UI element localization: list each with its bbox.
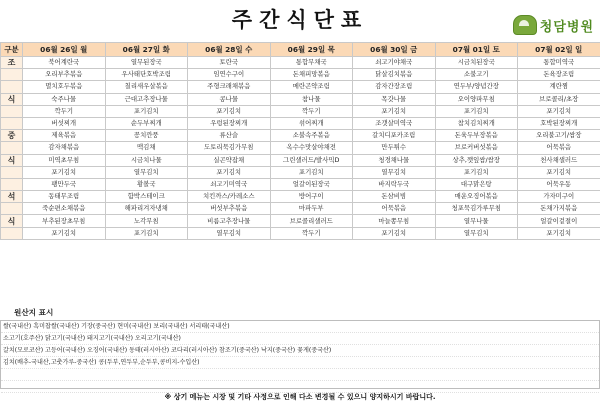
meal-label bbox=[1, 166, 23, 178]
meal-label: 식 bbox=[1, 154, 23, 166]
menu-row bbox=[1, 178, 600, 190]
page-title: 주간식단표 bbox=[231, 8, 369, 32]
menu-item: 순두부찌개 bbox=[105, 117, 188, 129]
menu-item: 부추된장초무침 bbox=[23, 215, 106, 227]
origin-box bbox=[0, 320, 600, 389]
menu-item: 시금치된장국 bbox=[435, 57, 518, 69]
menu-item: 북어계란국 bbox=[23, 57, 106, 69]
header-day: 06월 26일 월 bbox=[23, 43, 106, 57]
menu-item: 포기김치 bbox=[435, 166, 518, 178]
menu-item: 돈육장조림 bbox=[518, 69, 600, 81]
origin-section bbox=[0, 307, 600, 389]
meal-label: 석 bbox=[1, 191, 23, 203]
menu-item: 호박된장찌개 bbox=[518, 117, 600, 129]
hospital-logo bbox=[513, 15, 594, 35]
origin-line bbox=[1, 369, 599, 381]
menu-item: 열무김치 bbox=[105, 166, 188, 178]
menu-item: 얼갈이겉절이 bbox=[518, 215, 600, 227]
menu-row bbox=[1, 154, 600, 166]
menu-item: 포기김치 bbox=[518, 105, 600, 117]
menu-row bbox=[1, 117, 600, 129]
menu-item: 열무김치 bbox=[435, 227, 518, 239]
menu-row bbox=[1, 227, 600, 239]
menu-item: 메란곤약조림 bbox=[270, 81, 353, 93]
menu-item: 팽만두국 bbox=[23, 178, 106, 190]
menu-item: 감자채볶음 bbox=[23, 142, 106, 154]
meal-label bbox=[1, 69, 23, 81]
menu-item: 깍두기 bbox=[270, 227, 353, 239]
menu-item: 도토리묵김가무침 bbox=[188, 142, 271, 154]
menu-item: 매운오징어볶음 bbox=[435, 191, 518, 203]
menu-item: 오리불고기/쌈장 bbox=[518, 130, 600, 142]
menu-item: 소불고기 bbox=[435, 69, 518, 81]
menu-item: 브로콜리샐러드 bbox=[270, 215, 353, 227]
menu-item: 통합미역국 bbox=[518, 57, 600, 69]
meal-label: 중 bbox=[1, 130, 23, 142]
origin-line: 소고기(호주산) 닭고기(국내산) 돼지고기(국내산) 오리고기(국내산) bbox=[1, 333, 599, 345]
notice-text: ※ 상기 메뉴는 시장 및 기타 사정으로 인해 다소 변경될 수 있으니 양지하시기 바랍니다. bbox=[164, 393, 436, 401]
menu-item: 제육볶음 bbox=[23, 130, 106, 142]
meal-label bbox=[1, 178, 23, 190]
menu-row bbox=[1, 105, 600, 117]
menu-item: 돈육두부장볶음 bbox=[435, 130, 518, 142]
menu-item: 참치김치찌개 bbox=[435, 117, 518, 129]
menu-item: 시금치나물 bbox=[105, 154, 188, 166]
menu-item: 가자미구이 bbox=[518, 191, 600, 203]
menu-row bbox=[1, 130, 600, 142]
menu-item: 브로커버섯볶음 bbox=[435, 142, 518, 154]
menu-item: 포기김치 bbox=[188, 166, 271, 178]
meal-label: 조 bbox=[1, 57, 23, 69]
menu-row bbox=[1, 57, 600, 69]
menu-item: 참나물 bbox=[270, 93, 353, 105]
menu-item: 포기김치 bbox=[188, 105, 271, 117]
menu-item: 통합무채국 bbox=[270, 57, 353, 69]
meal-label bbox=[1, 117, 23, 129]
menu-item: 연두부/양념간장 bbox=[435, 81, 518, 93]
menu-table bbox=[0, 42, 600, 240]
menu-item: 포기김치 bbox=[435, 105, 518, 117]
menu-item: 마늘쫑무침 bbox=[353, 215, 436, 227]
menu-item: 계란찜 bbox=[518, 81, 600, 93]
meal-label bbox=[1, 203, 23, 215]
menu-row bbox=[1, 191, 600, 203]
menu-item: 목갓나물 bbox=[353, 93, 436, 105]
menu-item: 황볼국 bbox=[105, 178, 188, 190]
menu-item: 옥수수맛살야채전 bbox=[270, 142, 353, 154]
menu-item: 포기김치 bbox=[353, 105, 436, 117]
leaf-logo-icon bbox=[513, 15, 537, 35]
origin-line: 갈치(모로코산) 고등어(국내산) 오징어(국내산) 동태(러시아산) 코다리(러시아산) 참조기(중국산) 낙지(중국산) 꽃게(중국산) bbox=[1, 345, 599, 357]
menu-item: 만두튀수 bbox=[353, 142, 436, 154]
origin-title: 원산지 표시 bbox=[14, 308, 54, 317]
menu-item: 감자간장조림 bbox=[353, 81, 436, 93]
menu-item: 얼갈이된장국 bbox=[270, 178, 353, 190]
menu-item: 돈삼비빔 bbox=[353, 191, 436, 203]
menu-item: 포기김치 bbox=[23, 166, 106, 178]
menu-item: 맥김채 bbox=[105, 142, 188, 154]
menu-item: 꽁치깐풍 bbox=[105, 130, 188, 142]
menu-item: 죽순편소채볶음 bbox=[23, 203, 106, 215]
header-day: 06월 27일 화 bbox=[105, 43, 188, 57]
menu-item: 함박스테이크 bbox=[105, 191, 188, 203]
menu-item: 노각무침 bbox=[105, 215, 188, 227]
menu-item: 깍두기 bbox=[270, 105, 353, 117]
menu-header-row bbox=[1, 43, 600, 57]
menu-item: 브로콜리/초장 bbox=[518, 93, 600, 105]
menu-item: 실곤약잡채 bbox=[188, 154, 271, 166]
menu-item: 칠리새우살볶음 bbox=[105, 81, 188, 93]
menu-item: 열무김치 bbox=[188, 227, 271, 239]
menu-item: 포기김치 bbox=[518, 227, 600, 239]
menu-row bbox=[1, 93, 600, 105]
menu-item: 버섯찌개 bbox=[23, 117, 106, 129]
menu-item: 갈치디포카조림 bbox=[353, 130, 436, 142]
meal-label: 식 bbox=[1, 215, 23, 227]
menu-row bbox=[1, 203, 600, 215]
origin-line: 김치(배추-국내산,고춧가루-중국산) 콩(두부,연두부,순두부,콩비지-수입산) bbox=[1, 357, 599, 369]
menu-row bbox=[1, 166, 600, 178]
menu-item: 청경채나물 bbox=[353, 154, 436, 166]
meal-label bbox=[1, 105, 23, 117]
header-day: 07월 02일 일 bbox=[518, 43, 600, 57]
hospital-name: 청담병원 bbox=[539, 19, 594, 35]
menu-item: 조갯살미역국 bbox=[353, 117, 436, 129]
meal-label bbox=[1, 81, 23, 93]
menu-body bbox=[1, 57, 600, 240]
menu-item: 천사채샐러드 bbox=[518, 154, 600, 166]
menu-item: 포기김치 bbox=[105, 227, 188, 239]
menu-item: 어묵볶음 bbox=[353, 203, 436, 215]
menu-item: 콩나물 bbox=[188, 93, 271, 105]
menu-item: 마파두부 bbox=[270, 203, 353, 215]
menu-item: 섞어찌개 bbox=[270, 117, 353, 129]
menu-item: 숙주나물 bbox=[23, 93, 106, 105]
menu-item: 버섯부추볶음 bbox=[188, 203, 271, 215]
menu-row bbox=[1, 142, 600, 154]
menu-item: 그린샐러드/발사믹D bbox=[270, 154, 353, 166]
header-day: 06월 29일 목 bbox=[270, 43, 353, 57]
meal-label bbox=[1, 227, 23, 239]
menu-item: 우렁된장찌개 bbox=[188, 117, 271, 129]
menu-item: 포기김치 bbox=[353, 227, 436, 239]
menu-item: 주형크래채볶음 bbox=[188, 81, 271, 93]
menu-item: 임연수구이 bbox=[188, 69, 271, 81]
menu-item: 류산슬 bbox=[188, 130, 271, 142]
menu-item: 쇠고기야채국 bbox=[353, 57, 436, 69]
menu-item: 오리부추볶음 bbox=[23, 69, 106, 81]
menu-item: 치킨까스/카레소스 bbox=[188, 191, 271, 203]
menu-item: 포기김치 bbox=[518, 166, 600, 178]
menu-item: 방어구이 bbox=[270, 191, 353, 203]
menu-item: 열무김치 bbox=[353, 166, 436, 178]
menu-item: 어묵볶음 bbox=[518, 142, 600, 154]
menu-item: 바지락두국 bbox=[353, 178, 436, 190]
menu-item: 비름고추장나물 bbox=[188, 215, 271, 227]
menu-item: 멸치호두볶음 bbox=[23, 81, 106, 93]
menu-item: 어묵우동 bbox=[518, 178, 600, 190]
menu-item: 닭살김치볶음 bbox=[353, 69, 436, 81]
menu-item: 돈채피망볶음 bbox=[270, 69, 353, 81]
menu-item: 포기김치 bbox=[23, 227, 106, 239]
header-day: 06월 30일 금 bbox=[353, 43, 436, 57]
menu-item: 돈채가지볶음 bbox=[518, 203, 600, 215]
menu-item: 포기김치 bbox=[270, 166, 353, 178]
menu-row bbox=[1, 81, 600, 93]
menu-item: 소불속주볶음 bbox=[270, 130, 353, 142]
menu-item: 열무나물 bbox=[435, 215, 518, 227]
menu-item: 쇠고기미역국 bbox=[188, 178, 271, 190]
menu-item: 상추,깻잎쌈/쌈장 bbox=[435, 154, 518, 166]
menu-item: 청포묵김가루무침 bbox=[435, 203, 518, 215]
menu-item: 우사태단호박조림 bbox=[105, 69, 188, 81]
origin-line: 쌀(국내산) 흑미찹쌀(국내산) 기장(중국산) 현미(국내산) 보리(국내산) 서리태(국내산) bbox=[1, 321, 599, 333]
menu-item: 해파리겨자냉채 bbox=[105, 203, 188, 215]
meal-label bbox=[1, 142, 23, 154]
header-corner: 구분 bbox=[1, 43, 23, 57]
menu-row bbox=[1, 69, 600, 81]
menu-item: 미역초무침 bbox=[23, 154, 106, 166]
menu-item: 동태무조림 bbox=[23, 191, 106, 203]
menu-item: 포기김치 bbox=[105, 105, 188, 117]
menu-item: 깍두기 bbox=[23, 105, 106, 117]
header-day: 06월 28일 수 bbox=[188, 43, 271, 57]
menu-row bbox=[1, 215, 600, 227]
menu-item: 대구맑은탕 bbox=[435, 178, 518, 190]
menu-item: 토란국 bbox=[188, 57, 271, 69]
menu-item: 근대고추장나물 bbox=[105, 93, 188, 105]
menu-item: 오이양파무침 bbox=[435, 93, 518, 105]
header-day: 07월 01일 토 bbox=[435, 43, 518, 57]
menu-item: 열무된장국 bbox=[105, 57, 188, 69]
meal-label: 식 bbox=[1, 93, 23, 105]
